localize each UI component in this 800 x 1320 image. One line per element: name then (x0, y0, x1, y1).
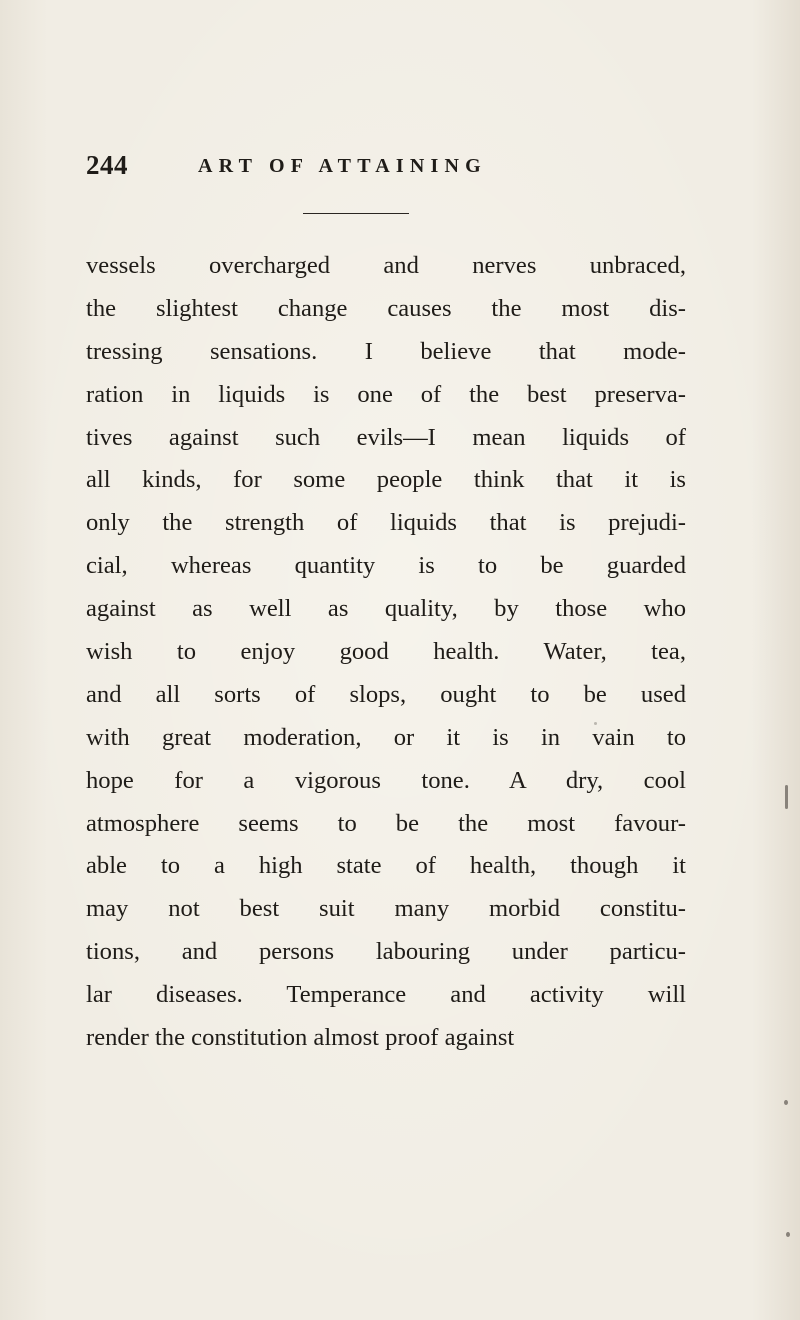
page-number: 244 (86, 150, 128, 180)
text-line: all kinds, for some people think that it is (86, 466, 686, 494)
body-text (86, 245, 686, 1060)
running-head: ART OF ATTAINING (198, 155, 487, 177)
ink-speck (786, 1232, 790, 1237)
text-line: hope for a vigorous tone. A dry, cool (86, 766, 686, 794)
ink-speck (785, 785, 788, 809)
text-line: wish to enjoy good health. Water, tea, (86, 638, 686, 666)
ink-speck (784, 1100, 788, 1105)
text-line: may not best suit many morbid constitu- (86, 895, 686, 923)
text-line: against as well as quality, by those who (86, 595, 686, 623)
text-line: atmosphere seems to be the most favour- (86, 809, 686, 837)
text-line: only the strength of liquids that is prejudi- (86, 509, 686, 537)
text-line: and all sorts of slops, ought to be used (86, 680, 686, 708)
text-line: tives against such evils—I mean liquids of (86, 423, 686, 451)
text-line: able to a high state of health, though it (86, 852, 686, 880)
text-line: tressing sensations. I believe that mode- (86, 337, 686, 365)
text-line: the slightest change causes the most dis- (86, 294, 686, 322)
page-header (86, 148, 726, 182)
ink-speck (594, 722, 597, 725)
text-line: tions, and persons labouring under particu- (86, 938, 686, 966)
text-line: render the constitution almost proof against (86, 1024, 515, 1052)
text-line: with great moderation, or it is in vain to (86, 723, 686, 751)
text-line: ration in liquids is one of the best preserva- (86, 380, 686, 408)
text-line: vessels overcharged and nerves unbraced, (86, 252, 686, 279)
text-line: cial, whereas quantity is to be guarded (86, 552, 686, 580)
header-rule (303, 213, 409, 214)
text-line: lar diseases. Temperance and activity will (86, 981, 686, 1009)
